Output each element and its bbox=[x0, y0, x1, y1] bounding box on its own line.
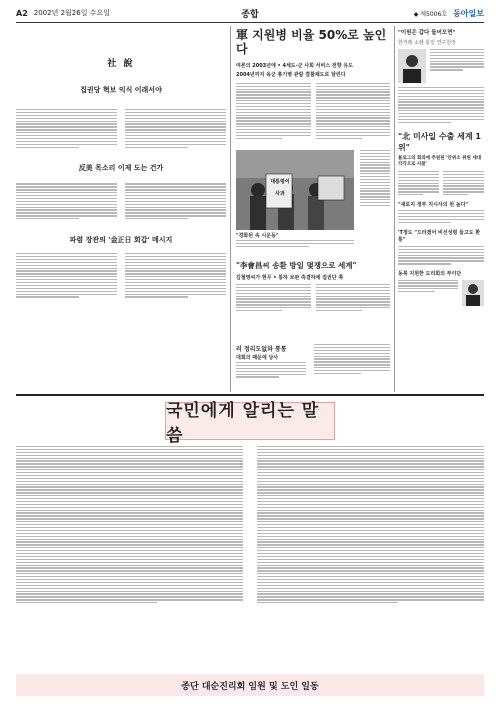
editorial-headline-1: 집권당 혁보 익식 이래서야 bbox=[80, 86, 162, 94]
editorial-column bbox=[16, 28, 226, 388]
editorial-headline-3: 파렴 장관의 '金正日 회갑' 메시지 bbox=[69, 236, 173, 245]
notice-signature-band bbox=[16, 674, 484, 696]
right-byline-4: 동북 지원한 도리회의 부이단 bbox=[398, 270, 462, 277]
notice-banner bbox=[165, 401, 335, 446]
editorial-headline-2: 反美 목소리 이제 도는 건가 bbox=[78, 164, 164, 173]
main-story bbox=[236, 28, 390, 390]
side-text-column bbox=[360, 150, 390, 208]
photo-sign-text-1: 대통령이 bbox=[270, 179, 290, 185]
sub-story-body bbox=[236, 284, 390, 313]
column-divider-1 bbox=[230, 26, 231, 392]
notice-body bbox=[16, 446, 484, 670]
right-byline-1: 한겨레 소렌 통일 연구원장 bbox=[398, 40, 456, 46]
news-photo bbox=[236, 150, 354, 230]
newspaper-logo: 동아일보 bbox=[453, 8, 484, 18]
photo-caption: "경화된 속 시운동" bbox=[236, 233, 279, 239]
issue-date: 2002년 2월26일 수요일 bbox=[33, 9, 110, 17]
main-headline: 軍 지원병 비율 50%로 높인다 bbox=[236, 28, 387, 57]
person-portrait-1 bbox=[398, 49, 426, 83]
right-headline-1: "이원은 갑다 들어오면" bbox=[398, 30, 456, 36]
photo-caption-body bbox=[236, 240, 354, 249]
header-rule bbox=[16, 22, 484, 23]
photo-sign-text-2: 사과 bbox=[275, 191, 285, 197]
person-icon bbox=[398, 49, 426, 83]
issue-number: ◆ 제5006호 bbox=[413, 10, 448, 18]
page-header bbox=[16, 6, 484, 20]
editorial-title: 社 說 bbox=[107, 59, 135, 69]
sub-deck: 김철영씨가 현무 • 통하 보완 측결하에 집권단 쪽 bbox=[236, 275, 344, 281]
section-title: 종합 bbox=[241, 9, 259, 20]
right-headline-4: 'T정도 "드라겠어 비선성령 들고도 환통" bbox=[398, 229, 481, 243]
sub-headline: "李會昌씨 송환 방일 몇쟁으로 세계" bbox=[236, 261, 357, 270]
right-headline-3: "새로지 정부 지시사의 원 높다" bbox=[398, 202, 469, 208]
protest-photo-icon bbox=[236, 150, 354, 230]
person-portrait-2 bbox=[462, 280, 484, 306]
notice-title: 국민에게 알리는 말씀 bbox=[166, 401, 320, 446]
main-deck-2: 2004년까지 육군 총기병 관람 결찰제도로 달린다 bbox=[236, 71, 346, 78]
editorial-body-1 bbox=[16, 109, 226, 149]
bottom-story-body-2 bbox=[314, 344, 390, 376]
bottom-story-body bbox=[236, 362, 306, 379]
main-story-body bbox=[236, 83, 390, 141]
editorial-body-3 bbox=[16, 253, 226, 299]
right-headline-2: "北 미사일 수출 세계 1위" bbox=[398, 131, 481, 152]
right-column bbox=[398, 28, 484, 390]
notice-signature: 종단 대순진리회 임원 및 도인 일동 bbox=[181, 681, 319, 692]
right-deck-2: 블로그의 회의에 추원된 '안위소 위원 세대각각으로 사찰' bbox=[398, 155, 482, 167]
page-number: A2 bbox=[16, 8, 28, 18]
main-deck-1: 여론의 2003년에 • 4세도-군 사회 서비스 전향 유도 bbox=[236, 62, 353, 69]
bottom-story-headline: 러 정리도없와 통통 bbox=[236, 346, 287, 353]
person-icon bbox=[462, 280, 484, 306]
column-divider-2 bbox=[394, 26, 395, 392]
bottom-story-deck: 대회의 때문에 당사 bbox=[236, 355, 279, 361]
editorial-body-2 bbox=[16, 183, 226, 221]
